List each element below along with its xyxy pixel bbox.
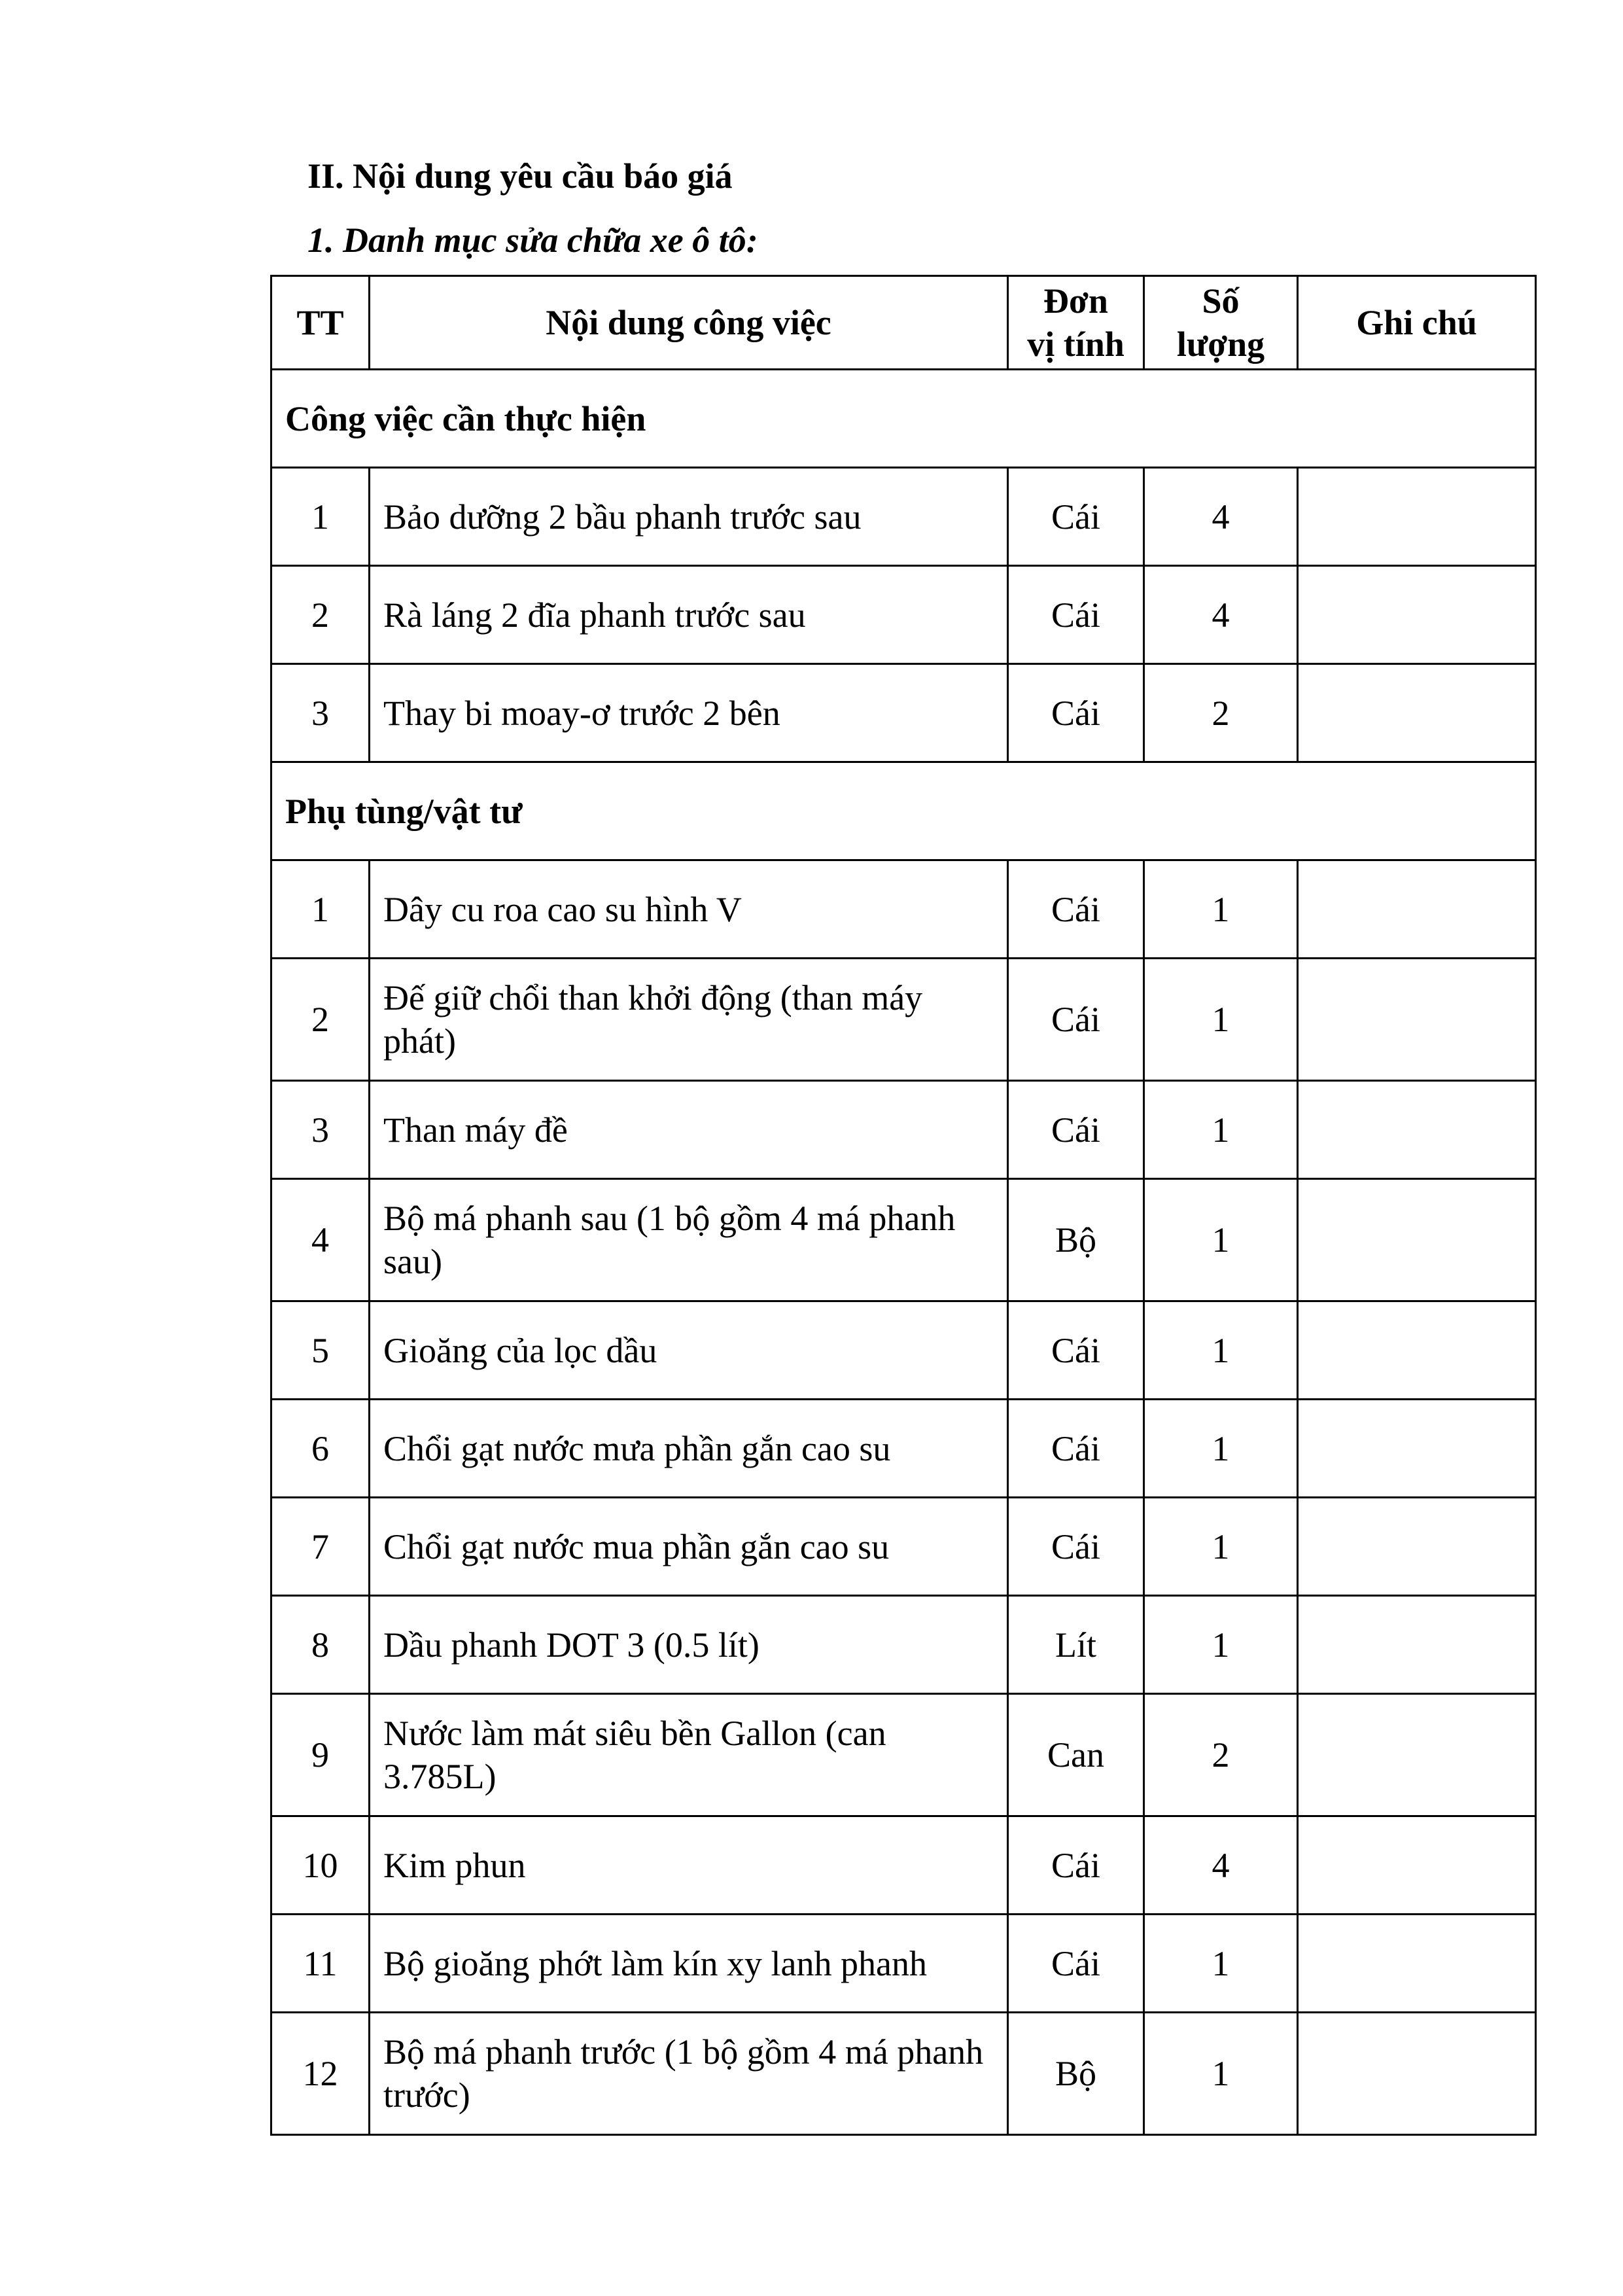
cell-qty: 2 [1144, 1694, 1298, 1816]
cell-unit: Cái [1008, 1915, 1144, 2013]
cell-tt: 11 [271, 1915, 370, 2013]
table-row [271, 1694, 1536, 1816]
cell-tt: 12 [271, 2013, 370, 2135]
cell-content: Kim phun [370, 1816, 1008, 1915]
cell-tt: 2 [271, 566, 370, 664]
cell-unit: Cái [1008, 1816, 1144, 1915]
cell-note [1298, 1301, 1536, 1400]
cell-tt: 1 [271, 860, 370, 959]
repair-list-table [270, 275, 1537, 2136]
table-row [271, 664, 1536, 762]
table-row [271, 1498, 1536, 1596]
table-row [271, 1400, 1536, 1498]
cell-content: Gioăng của lọc dầu [370, 1301, 1008, 1400]
cell-note [1298, 959, 1536, 1081]
header-tt: TT [271, 276, 370, 370]
header-qty-line2: lượng [1176, 325, 1265, 364]
cell-note [1298, 1596, 1536, 1694]
cell-content: Bộ má phanh sau (1 bộ gồm 4 má phanh sau) [370, 1179, 1008, 1301]
header-unit-line2: vị tính [1027, 325, 1125, 364]
cell-content: Thay bi moay-ơ trước 2 bên [370, 664, 1008, 762]
cell-note [1298, 860, 1536, 959]
table-body [271, 370, 1536, 2135]
section-heading: II. Nội dung yêu cầu báo giá [307, 156, 733, 196]
cell-tt: 5 [271, 1301, 370, 1400]
cell-unit: Can [1008, 1694, 1144, 1816]
cell-qty: 4 [1144, 1816, 1298, 1915]
cell-tt: 6 [271, 1400, 370, 1498]
cell-note [1298, 1816, 1536, 1915]
cell-content: Dây cu roa cao su hình V [370, 860, 1008, 959]
cell-content: Bảo dưỡng 2 bầu phanh trước sau [370, 468, 1008, 566]
cell-unit: Cái [1008, 1081, 1144, 1179]
table-row [271, 2013, 1536, 2135]
table-caption: 1. Danh mục sửa chữa xe ô tô: [307, 221, 758, 260]
cell-qty: 4 [1144, 468, 1298, 566]
cell-content: Than máy đề [370, 1081, 1008, 1179]
cell-qty: 1 [1144, 1915, 1298, 2013]
table-row [271, 1915, 1536, 2013]
cell-qty: 1 [1144, 1400, 1298, 1498]
cell-note [1298, 468, 1536, 566]
cell-note [1298, 1081, 1536, 1179]
table-row [271, 1081, 1536, 1179]
table-row [271, 860, 1536, 959]
cell-content: Dầu phanh DOT 3 (0.5 lít) [370, 1596, 1008, 1694]
header-note: Ghi chú [1298, 276, 1536, 370]
cell-note [1298, 1400, 1536, 1498]
cell-unit: Cái [1008, 1498, 1144, 1596]
cell-tt: 8 [271, 1596, 370, 1694]
cell-unit: Cái [1008, 468, 1144, 566]
cell-qty: 4 [1144, 566, 1298, 664]
header-content: Nội dung công việc [370, 276, 1008, 370]
cell-content: Chổi gạt nước mưa phần gắn cao su [370, 1400, 1008, 1498]
cell-unit: Cái [1008, 1400, 1144, 1498]
cell-qty: 1 [1144, 1179, 1298, 1301]
cell-tt: 1 [271, 468, 370, 566]
table-row [271, 1816, 1536, 1915]
table-row [271, 1596, 1536, 1694]
cell-tt: 3 [271, 664, 370, 762]
header-qty-line1: Số [1202, 281, 1240, 321]
section-title: Công việc cần thực hiện [271, 370, 1536, 468]
section-header-row [271, 762, 1536, 860]
cell-tt: 10 [271, 1816, 370, 1915]
cell-content: Nước làm mát siêu bền Gallon (can 3.785L) [370, 1694, 1008, 1816]
header-unit [1008, 276, 1144, 370]
table-row [271, 468, 1536, 566]
section-header-row [271, 370, 1536, 468]
cell-unit: Bộ [1008, 2013, 1144, 2135]
cell-qty: 1 [1144, 2013, 1298, 2135]
cell-unit: Cái [1008, 566, 1144, 664]
header-unit-line1: Đơn [1043, 281, 1108, 321]
section-title: Phụ tùng/vật tư [271, 762, 1536, 860]
table-row [271, 1179, 1536, 1301]
cell-note [1298, 2013, 1536, 2135]
cell-unit: Cái [1008, 860, 1144, 959]
cell-tt: 2 [271, 959, 370, 1081]
cell-qty: 2 [1144, 664, 1298, 762]
cell-note [1298, 1498, 1536, 1596]
cell-note [1298, 1179, 1536, 1301]
cell-note [1298, 664, 1536, 762]
table-row [271, 959, 1536, 1081]
cell-note [1298, 566, 1536, 664]
header-qty [1144, 276, 1298, 370]
cell-qty: 1 [1144, 959, 1298, 1081]
cell-tt: 9 [271, 1694, 370, 1816]
cell-unit: Cái [1008, 959, 1144, 1081]
cell-content: Chổi gạt nước mua phần gắn cao su [370, 1498, 1008, 1596]
cell-qty: 1 [1144, 860, 1298, 959]
cell-tt: 3 [271, 1081, 370, 1179]
cell-qty: 1 [1144, 1498, 1298, 1596]
cell-content: Rà láng 2 đĩa phanh trước sau [370, 566, 1008, 664]
cell-tt: 4 [271, 1179, 370, 1301]
cell-unit: Cái [1008, 1301, 1144, 1400]
cell-note [1298, 1694, 1536, 1816]
cell-qty: 1 [1144, 1596, 1298, 1694]
cell-content: Đế giữ chổi than khởi động (than máy phát) [370, 959, 1008, 1081]
cell-content: Bộ gioăng phớt làm kín xy lanh phanh [370, 1915, 1008, 2013]
table-row [271, 1301, 1536, 1400]
cell-unit: Lít [1008, 1596, 1144, 1694]
cell-content: Bộ má phanh trước (1 bộ gồm 4 má phanh trước) [370, 2013, 1008, 2135]
cell-unit: Cái [1008, 664, 1144, 762]
cell-qty: 1 [1144, 1301, 1298, 1400]
table-header-row [271, 276, 1536, 370]
table-row [271, 566, 1536, 664]
cell-tt: 7 [271, 1498, 370, 1596]
cell-qty: 1 [1144, 1081, 1298, 1179]
cell-unit: Bộ [1008, 1179, 1144, 1301]
cell-note [1298, 1915, 1536, 2013]
